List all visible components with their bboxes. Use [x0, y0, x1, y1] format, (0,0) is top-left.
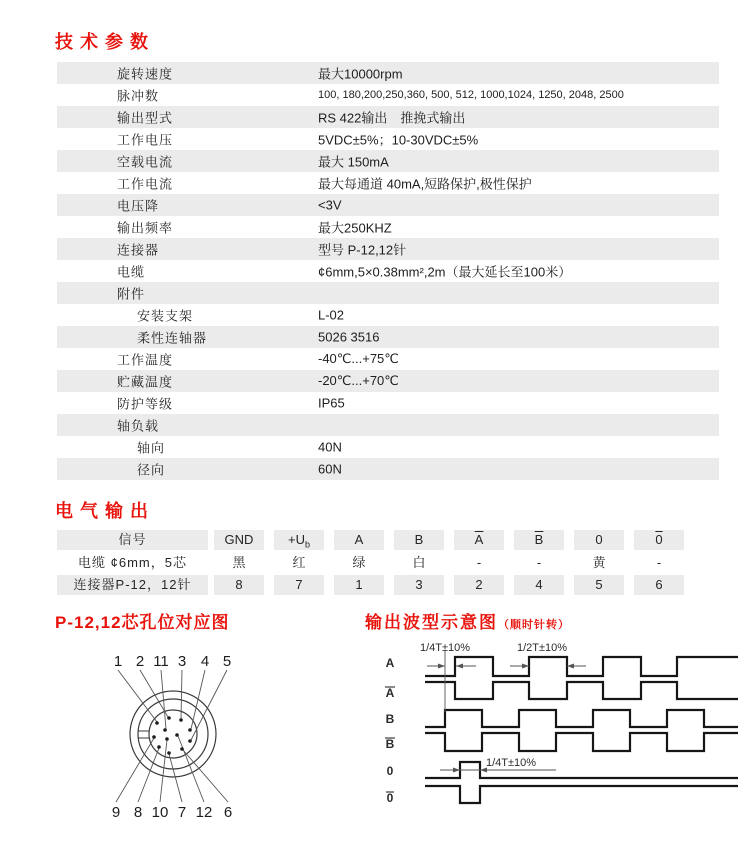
spec-value: -40℃...+75℃ — [318, 351, 399, 366]
label-zero: 0 — [386, 764, 394, 778]
signal-ub: $+U_b$ — [274, 530, 324, 550]
trace-zero-inverted — [425, 786, 738, 803]
table-row — [57, 436, 719, 458]
dim-half-label: 1/2T±10% — [517, 642, 568, 654]
pin-number: 1 — [334, 575, 384, 595]
table-row — [57, 194, 719, 216]
connector-row-label: 连接器P-12，12针 — [57, 575, 208, 595]
dim-quarter-label: 1/4T±10% — [420, 642, 471, 654]
table-row — [57, 128, 719, 150]
trace-a-inverted — [425, 682, 738, 699]
trace-b-inverted — [425, 733, 738, 751]
spec-value: 最大每通道 40mA,短路保护,极性保护 — [318, 176, 532, 192]
signal-labels — [386, 656, 395, 805]
cable-color: - — [536, 555, 542, 570]
signal-header: 信号 — [57, 530, 208, 550]
spec-label: 脉冲数 — [117, 88, 160, 104]
table-row — [57, 62, 719, 84]
tech-params-table — [57, 62, 719, 480]
spec-value: 最大10000rpm — [318, 66, 403, 82]
pin-number: 8 — [214, 575, 264, 595]
spec-label: 工作电流 — [117, 176, 174, 192]
pin-label-bottom: 6 — [223, 804, 233, 821]
table-row — [57, 172, 719, 194]
spec-value: 100, 180,200,250,360, 500, 512, 1000,1024, 1250, 2048, 2500 — [318, 89, 624, 101]
waveform-diagram — [360, 630, 748, 846]
label-a-inverted: A — [385, 686, 395, 700]
spec-value: ¢6mm,5×0.38mm²,2m（最大延长至100米） — [318, 264, 572, 280]
signal-zero-inverted: 0 — [634, 530, 684, 550]
table-row — [57, 84, 719, 106]
pin-label-bottom: 8 — [133, 804, 143, 821]
spec-value: -20℃...+70℃ — [318, 373, 399, 388]
pin-label-top: 11 — [153, 653, 169, 670]
pin-number: 5 — [574, 575, 624, 595]
spec-label: 电缆 — [117, 264, 146, 280]
signal-gnd: GND — [214, 530, 264, 550]
signal-header-row — [57, 530, 691, 550]
pin-label-bottom: 12 — [195, 804, 213, 821]
trace-b — [425, 710, 738, 727]
pin-number: 4 — [514, 575, 564, 595]
trace-a — [425, 657, 738, 676]
label-b: B — [385, 712, 395, 726]
cable-color: 黑 — [232, 555, 246, 570]
spec-label: 柔性连轴器 — [137, 330, 208, 346]
waveform-title: 输出波型示意图（顺时针转） — [365, 613, 570, 632]
waveform-traces — [425, 657, 738, 803]
cable-color: - — [476, 555, 482, 570]
spec-label: 旋转速度 — [117, 66, 174, 82]
table-row — [57, 414, 719, 436]
spec-label: 电压降 — [117, 198, 160, 214]
pin-diagram-title: P-12,12芯孔位对应图 — [55, 613, 230, 632]
table-row — [57, 150, 719, 172]
table-row — [57, 392, 719, 414]
cable-color: 黄 — [592, 555, 606, 570]
pin-label-bottom: 9 — [111, 804, 121, 821]
label-b-inverted: B — [385, 737, 395, 751]
table-row — [57, 238, 719, 260]
leader-lines — [116, 670, 228, 802]
connector-pin-row — [57, 575, 691, 595]
spec-label: 防护等级 — [117, 396, 174, 412]
spec-value: 60N — [318, 461, 342, 477]
spec-value: RS 422输出 推挽式输出 — [318, 110, 466, 126]
signal-a: A — [334, 530, 384, 550]
pin-label-top: 2 — [135, 653, 145, 670]
spec-value: IP65 — [318, 395, 345, 411]
spec-value: 5026 3516 — [318, 329, 380, 345]
spec-label: 工作温度 — [117, 352, 174, 368]
spec-value: <3V — [318, 197, 342, 213]
spec-label: 贮藏温度 — [117, 374, 174, 390]
electrical-output-title: 电气输出 — [55, 501, 155, 521]
pin-label-top: 3 — [177, 653, 187, 670]
dim-quarter-zero-label: 1/4T±10% — [486, 757, 537, 769]
spec-value: L-02 — [318, 307, 345, 323]
signal-b-inverted: $\overline{B}$ — [514, 530, 564, 550]
pin-number: 6 — [634, 575, 684, 595]
electrical-output-table — [57, 530, 691, 595]
table-row — [57, 348, 719, 370]
spec-label: 轴向 — [137, 440, 166, 456]
cable-color: 绿 — [352, 555, 366, 570]
table-row — [57, 458, 719, 480]
table-row — [57, 260, 719, 282]
table-row — [57, 370, 719, 392]
spec-value: 型号 P-12,12针 — [318, 242, 407, 258]
pin-number: 3 — [394, 575, 444, 595]
spec-label: 附件 — [117, 286, 146, 302]
label-a: A — [385, 656, 395, 670]
tech-params-title: 技术参数 — [55, 32, 155, 52]
pin-number: 7 — [274, 575, 324, 595]
signal-b: B — [394, 530, 444, 550]
table-row — [57, 216, 719, 238]
spec-label: 轴负载 — [117, 418, 160, 434]
spec-label: 工作电压 — [117, 132, 174, 148]
signal-a-inverted: $\overline{A}$ — [454, 530, 504, 550]
cable-color: 白 — [412, 555, 426, 570]
cable-color: - — [656, 555, 662, 570]
spec-value: 最大250KHZ — [318, 220, 392, 236]
pin-label-top: 4 — [200, 653, 210, 670]
table-row — [57, 282, 719, 304]
cable-color: 红 — [292, 555, 306, 570]
table-row — [57, 106, 719, 128]
spec-value: 最大 150mA — [318, 154, 389, 170]
spec-label: 输出型式 — [117, 110, 174, 126]
spec-label: 输出频率 — [117, 220, 174, 236]
keyway-notch — [138, 731, 149, 738]
pin-label-top: 1 — [113, 653, 123, 670]
label-zero-inverted: 0 — [386, 791, 394, 805]
table-row — [57, 304, 719, 326]
spec-value: 5VDC±5%；10-30VDC±5% — [318, 132, 479, 148]
connector-pin-diagram — [40, 630, 370, 846]
pin-label-bottom: 7 — [177, 804, 187, 821]
spec-label: 安装支架 — [137, 308, 194, 324]
waveform-subtitle: （顺时针转） — [498, 619, 570, 631]
cable-color-row — [57, 553, 691, 573]
pin-number: 2 — [454, 575, 504, 595]
spec-label: 连接器 — [117, 242, 160, 258]
spec-label: 空载电流 — [117, 154, 174, 170]
spec-value: 40N — [318, 439, 342, 455]
pin-label-top: 5 — [222, 653, 232, 670]
table-row — [57, 326, 719, 348]
pin-label-bottom: 10 — [151, 804, 169, 821]
cable-row-label: 电缆 ¢6mm，5芯 — [78, 555, 187, 570]
spec-label: 径向 — [137, 462, 166, 478]
signal-zero: 0 — [574, 530, 624, 550]
